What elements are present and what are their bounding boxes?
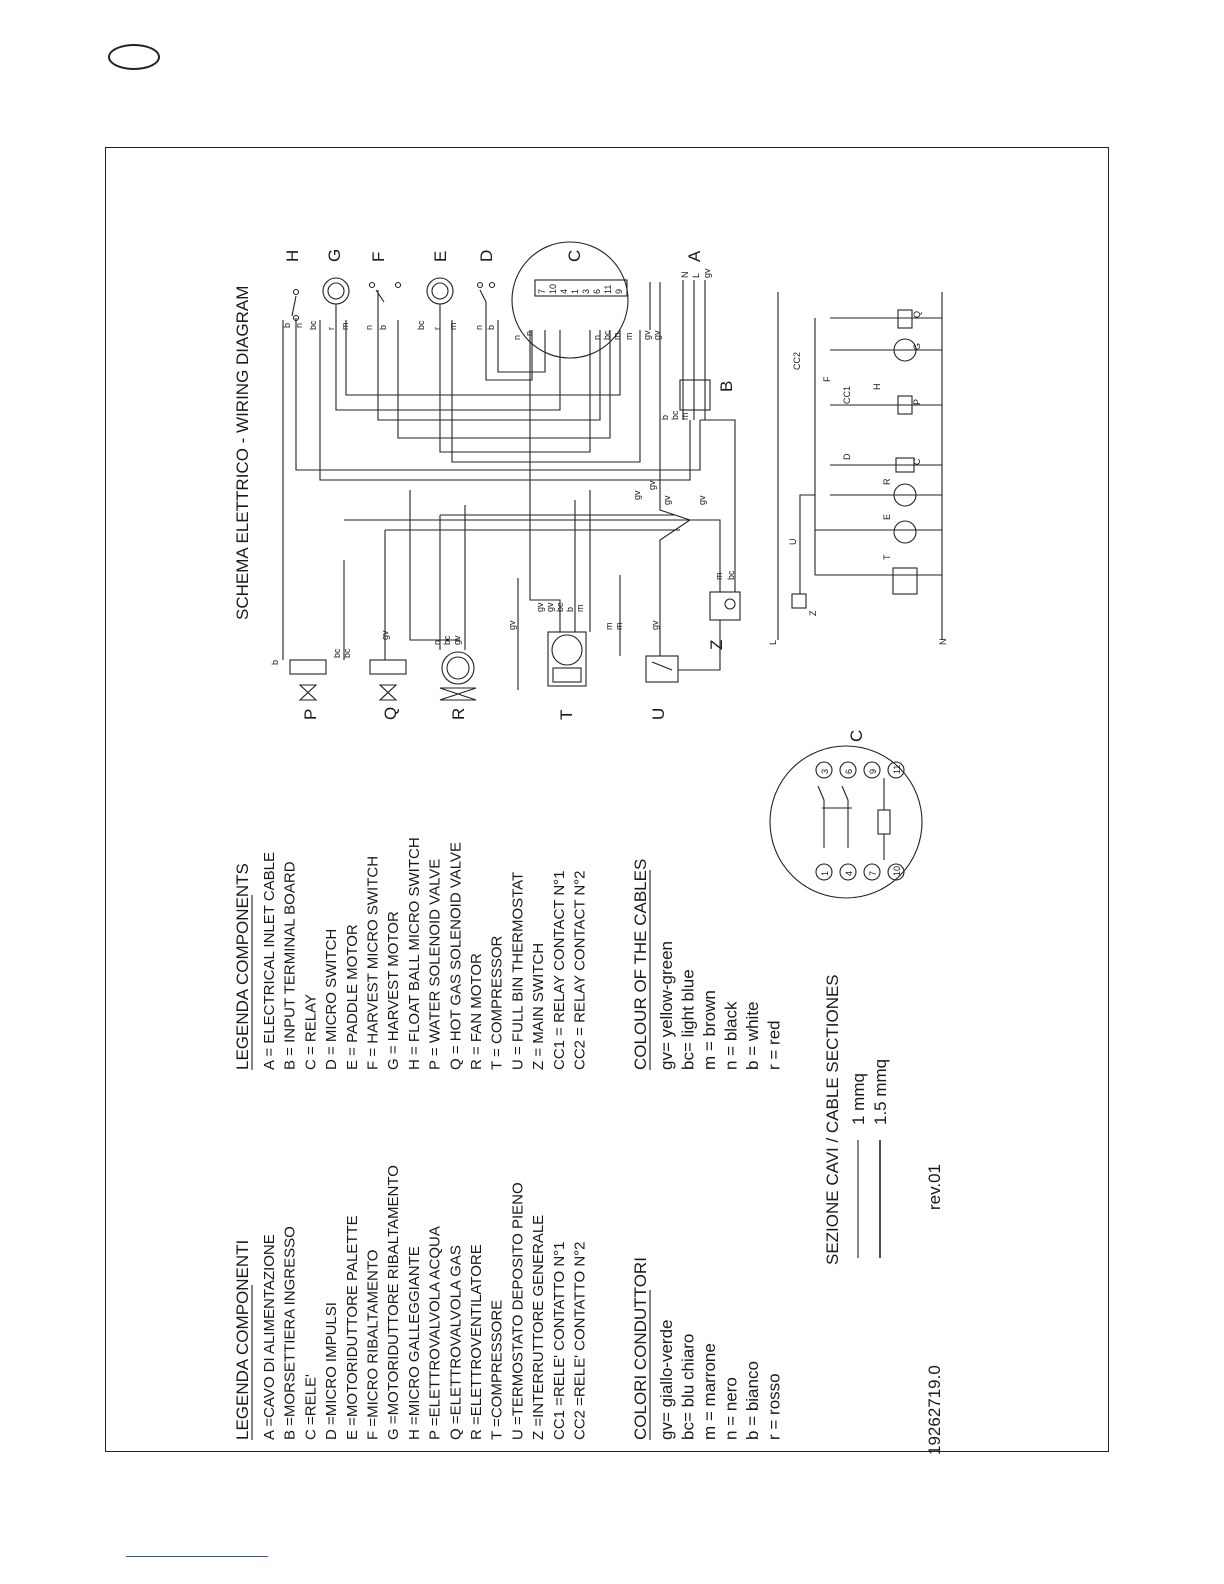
component-g-motor [323,278,349,304]
wire-code-label: bc [308,320,318,330]
relay-terminal-number: 6 [592,288,602,294]
relay-terminal-number: 9 [614,288,624,294]
wire-code-label: m [604,622,614,630]
relay-detail-terminals [816,762,904,880]
relay-detail-label: C [847,729,866,742]
wire-code-label: gv [632,490,642,500]
legend-en [233,837,589,1070]
wire-code-label: n [524,330,534,336]
wire-code-label: r [326,327,336,330]
relay-terminal-number: 7 [537,288,547,294]
component-letter-h: H [283,249,302,262]
schematic-label: Q [912,310,922,318]
schematic-label: G [912,342,922,350]
legend-item: Z =INTERRUTTORE GENERALE [530,1214,548,1440]
component-d-switch [478,283,495,303]
schematic-z [792,594,806,608]
legend-item: P = WATER SOLENOID VALVE [426,858,444,1070]
wire-code-label: bc [555,602,565,612]
wire-code-label: b [565,606,575,612]
wire-code-label: n [512,334,522,340]
component-t-compressor [548,632,586,686]
component-letter-a: A [685,250,704,262]
legend-item: CC2 =RELE' CONTATTO N°2 [571,1241,589,1440]
colors-it [631,1257,784,1440]
component-letter-c: C [565,249,584,262]
legend-item: Q =ELETTROVALVOLA GAS [447,1245,465,1440]
colors-en [631,859,784,1070]
legend-item: n = nero [721,1377,741,1440]
component-a-inlet [650,280,705,420]
relay-detail-terminal-number: 6 [844,768,854,774]
legend-item: r = red [764,1020,784,1070]
legend-item: G =MOTORIDUTTORE RIBALTAMENTO [385,1165,403,1440]
legend-item: b = white [743,1001,762,1070]
relay-terminal-number: 4 [559,288,569,294]
wire-code-label: m [614,622,624,630]
relay-detail-terminal-number: 9 [868,768,878,774]
component-letter-d: D [477,249,496,262]
legend-item: Z = MAIN SWITCH [530,942,548,1070]
wire-code-labels [270,268,736,665]
relay-detail [770,730,922,898]
legend-item: D = MICRO SWITCH [323,928,341,1070]
wire-code-label: gv [380,630,390,640]
relay-terminal-number: 1 [570,288,580,294]
colors-it-items [657,1320,784,1441]
legend-item: H =MICRO GALLEGGIANTE [405,1246,423,1440]
legend-en-items [261,837,589,1070]
component-r-fan [440,652,476,700]
relay-terminal-number: 10 [548,283,558,294]
wire-code-label: b [270,659,280,665]
component-letter-g: G [325,248,344,262]
legend-item: gv= giallo-verde [657,1319,676,1440]
wire-code-label: b [378,324,388,330]
legend-item: U =TERMOSTATO DEPOSITO PIENO [509,1182,527,1440]
wire-code-label: bc [332,648,342,658]
legend-item: bc= blu chiaro [678,1333,698,1440]
wire-code-label: m [624,332,634,340]
legend-item: E =MOTORIDUTTORE PALETTE [343,1215,361,1440]
legend-item: A =CAVO DI ALIMENTAZIONE [261,1234,278,1440]
component-p-valve [290,660,326,700]
relay-detail-terminal-number: 7 [868,870,878,876]
relay-detail-terminal-number: 10 [892,865,902,876]
legend-item: T =COMPRESSORE [488,1299,506,1440]
schematic-label: F [822,376,832,382]
legend-en-title: LEGENDA COMPONENTS [233,863,252,1070]
wire-code-label: n [432,639,442,645]
component-e-motor [427,278,453,304]
schematic-e-motor [894,521,916,543]
wire-code-label: m [448,322,458,330]
colors-en-title: COLOUR OF THE CABLES [631,858,650,1070]
wire-code-label: gv [535,602,545,612]
wire-code-label: r [432,327,442,330]
component-q-valve [370,660,406,700]
schematic-label: E [882,513,892,520]
component-h-switch [292,290,299,321]
legend-item: D =MICRO IMPULSI [323,1302,341,1440]
schematic-label: D [842,453,852,460]
legend-item: G = HARVEST MOTOR [385,911,403,1070]
legend-item: H = FLOAT BALL MICRO SWITCH [405,837,423,1070]
legend-item: T = COMPRESSOR [488,935,506,1070]
relay-detail-coil [878,810,890,834]
component-letter-r: R [449,707,468,720]
wire-code-label: n [294,322,304,328]
legend-it-title: LEGENDA COMPONENTI [233,1239,252,1440]
legend-item: CC2 = RELAY CONTACT N°2 [571,870,589,1070]
legend-item: A = ELECTRICAL INLET CABLE [261,851,278,1070]
wire-code-label: n [592,334,602,340]
legend-item: C =RELE' [302,1374,320,1440]
component-letter-z: Z [707,639,726,650]
schematic-q-coil [898,310,912,328]
inlet-label: N [680,271,690,278]
component-f-switch [370,283,401,303]
wire-code-label: gv [647,480,657,490]
wire-code-label: n [474,324,484,330]
legend-item: C = RELAY [302,993,320,1070]
schematic-label: C [912,458,922,465]
component-z-switch [710,592,740,620]
section-1-label: 1 mmq [849,1073,868,1125]
schematic-label: L [768,639,778,645]
wire-code-label: bc [442,635,452,645]
relay-terminal-number: 11 [603,284,613,294]
wire-code-label: gv [652,330,662,340]
wire-code-label: bc [342,648,352,658]
wire-code-label: gv [545,602,555,612]
relay-detail-switch-1 [818,786,824,800]
legend-item: CC1 =RELE' CONTATTO N°1 [550,1241,568,1440]
legend-it-items [261,1165,589,1440]
wire-code-label: b [282,322,292,328]
wire-code-label: bc [670,410,680,420]
component-u-thermostat [646,656,678,682]
legend-item: n = black [721,1001,741,1070]
colors-en-items [657,941,784,1070]
legend-item: CC1 = RELAY CONTACT N°1 [550,870,568,1070]
legend-item: F = HARVEST MICRO SWITCH [364,855,382,1070]
legend-item: R = FAN MOTOR [468,953,485,1070]
wire-code-label: b [486,324,496,330]
legend-item: b = bianco [743,1361,762,1440]
relay-detail-switch-2 [842,786,848,800]
schematic-label: U [788,538,798,545]
schematic-label: R [882,478,892,485]
wire-code-label: m [680,412,690,420]
cable-sections-title: SEZIONE CAVI / CABLE SECTIONES [823,974,842,1265]
legend-item: bc= light blue [678,969,698,1070]
legend-item: B = INPUT TERMINAL BOARD [281,861,299,1070]
wire-code-label: bc [416,320,426,330]
wire-code-label: m [714,572,724,580]
legend-item: U = FULL BIN THERMOSTAT [509,871,527,1070]
legend-item: Q = HOT GAS SOLENOID VALVE [447,842,465,1070]
wire-code-label: gv [697,495,707,505]
wire-code-label: gv [642,330,652,340]
relay-detail-terminal-number: 1 [820,870,830,876]
component-letter-f: F [369,251,388,262]
schematic-label: T [882,554,892,560]
wire-code-label: m [575,604,585,612]
legend-item: R =ELETTROVENTILATORE [468,1244,485,1440]
legend-item: F =MICRO RIBALTAMENTO [364,1249,382,1440]
wire-code-label: gv [662,495,672,505]
wire-code-label: b [660,414,670,420]
legend-item: m = brown [700,990,719,1070]
wire-code-label: n [364,324,374,330]
ladder-schematic [768,292,948,645]
relay-detail-terminal-number: 11 [892,764,902,774]
inlet-label: L [691,272,701,278]
wiring-components [270,242,740,720]
schematic-label: CC1 [842,385,852,404]
component-letter-u: U [649,707,668,720]
legend-item: B =MORSETTIERA INGRESSO [281,1226,299,1440]
schematic-label: CC2 [792,351,802,370]
wire-code-label: gv [507,620,517,630]
schematic-labels [768,311,948,645]
document-revision: rev.01 [925,1164,944,1210]
wire-code-label: m [612,332,622,340]
inlet-label: gv [702,268,712,278]
schematic-t-compressor [893,568,917,594]
section-2-label: 1.5 mmq [871,1058,890,1125]
component-letter-e: E [431,250,450,262]
schematic-label: Z [808,610,818,616]
legend-item: r = rosso [764,1373,784,1440]
document-code: 19262719.0 [925,1365,944,1455]
wire-code-label: bc [602,330,612,340]
schematic-label: P [912,398,922,405]
legend-item: m = marrone [700,1343,719,1440]
legend-it [233,1165,589,1440]
legend-item: P =ELETTROVALVOLA ACQUA [426,1226,444,1440]
component-letter-q: Q [381,706,400,720]
relay-detail-terminal-number: 3 [820,768,830,774]
wire-code-label: gv [650,620,660,630]
schematic-label: N [938,638,948,645]
colors-it-title: COLORI CONDUTTORI [631,1257,650,1440]
schematic-label: H [872,383,882,390]
relay-terminal-number: 3 [581,288,591,294]
legend-item: E = PADDLE MOTOR [343,924,361,1070]
relay-detail-terminal-number: 4 [844,870,854,876]
wire-code-label: m [340,322,350,330]
component-letter-p: P [301,708,320,720]
wire-code-label: bc [726,570,736,580]
component-letter-b: B [717,380,736,392]
legend-item: gv= yellow-green [657,941,676,1070]
component-letter-t: T [557,709,576,720]
diagram-title: SCHEMA ELETTRICO - WIRING DIAGRAM [233,285,252,620]
cable-sections [823,974,890,1265]
wire-code-label: gv [452,635,462,645]
